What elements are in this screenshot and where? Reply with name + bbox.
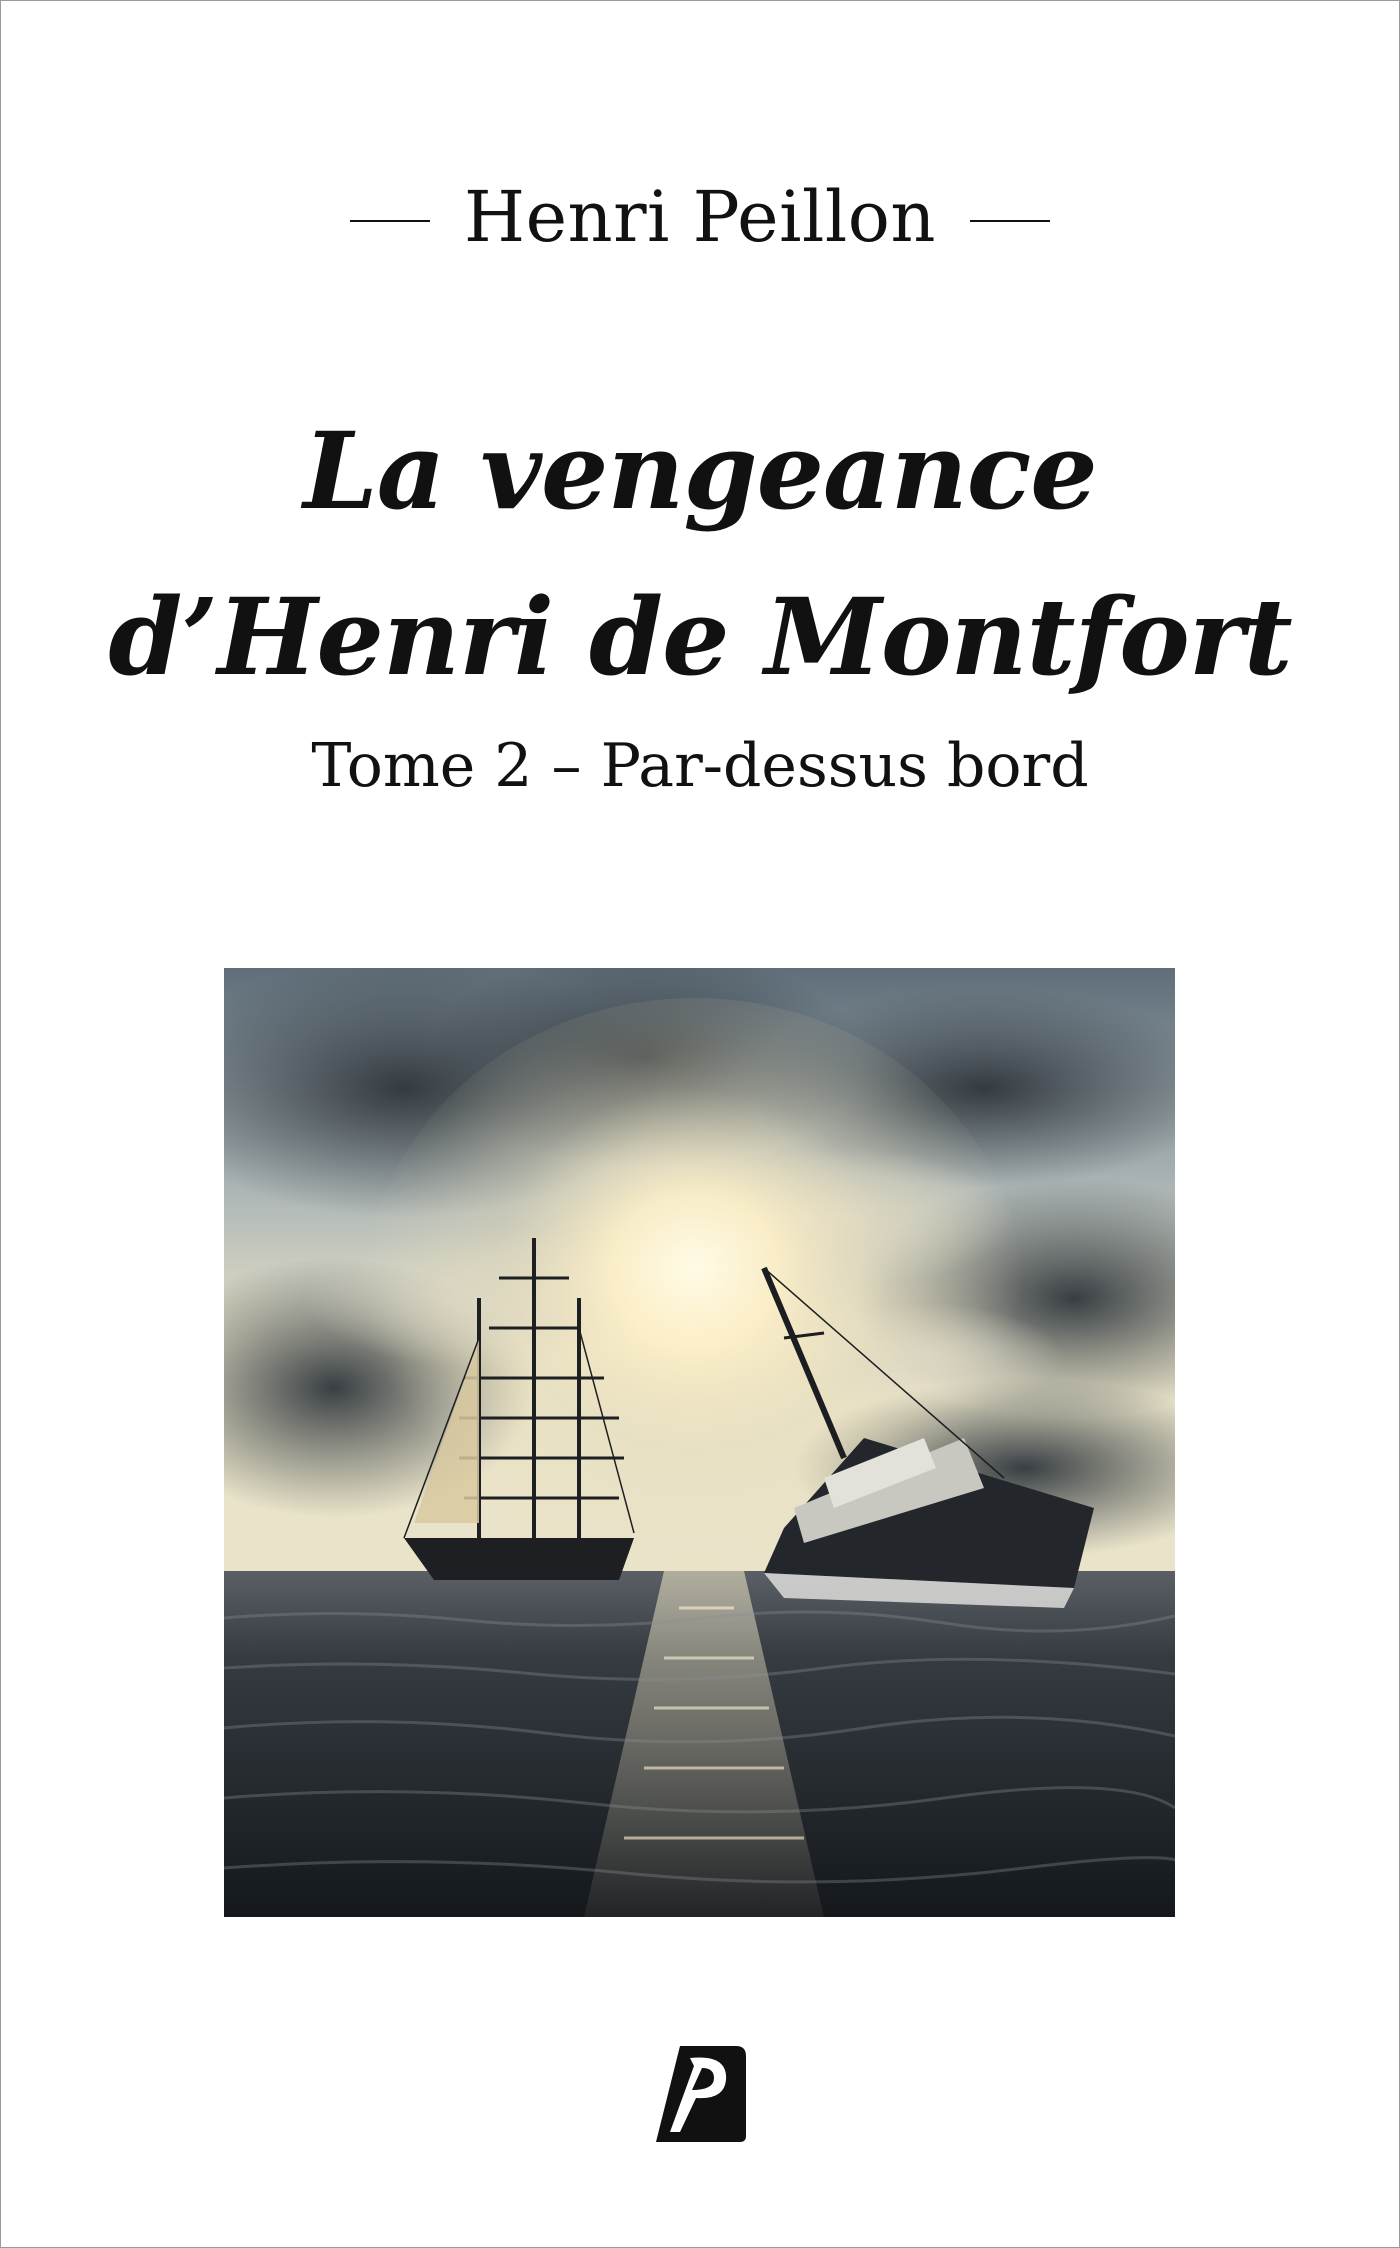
- right-dash: [970, 220, 1050, 222]
- seascape-two-ships-illustration: [224, 968, 1175, 1917]
- title-line-1: La vengeance: [303, 408, 1097, 533]
- author-name: Henri Peillon: [464, 176, 936, 258]
- title-line-2: d’Henri de Montfort: [108, 574, 1292, 699]
- book-title: [0, 388, 1400, 720]
- publisher-p-logo: [650, 2040, 750, 2144]
- left-dash: [350, 220, 430, 222]
- book-subtitle: Tome 2 – Par-dessus bord: [311, 731, 1089, 801]
- author-row: [0, 176, 1400, 258]
